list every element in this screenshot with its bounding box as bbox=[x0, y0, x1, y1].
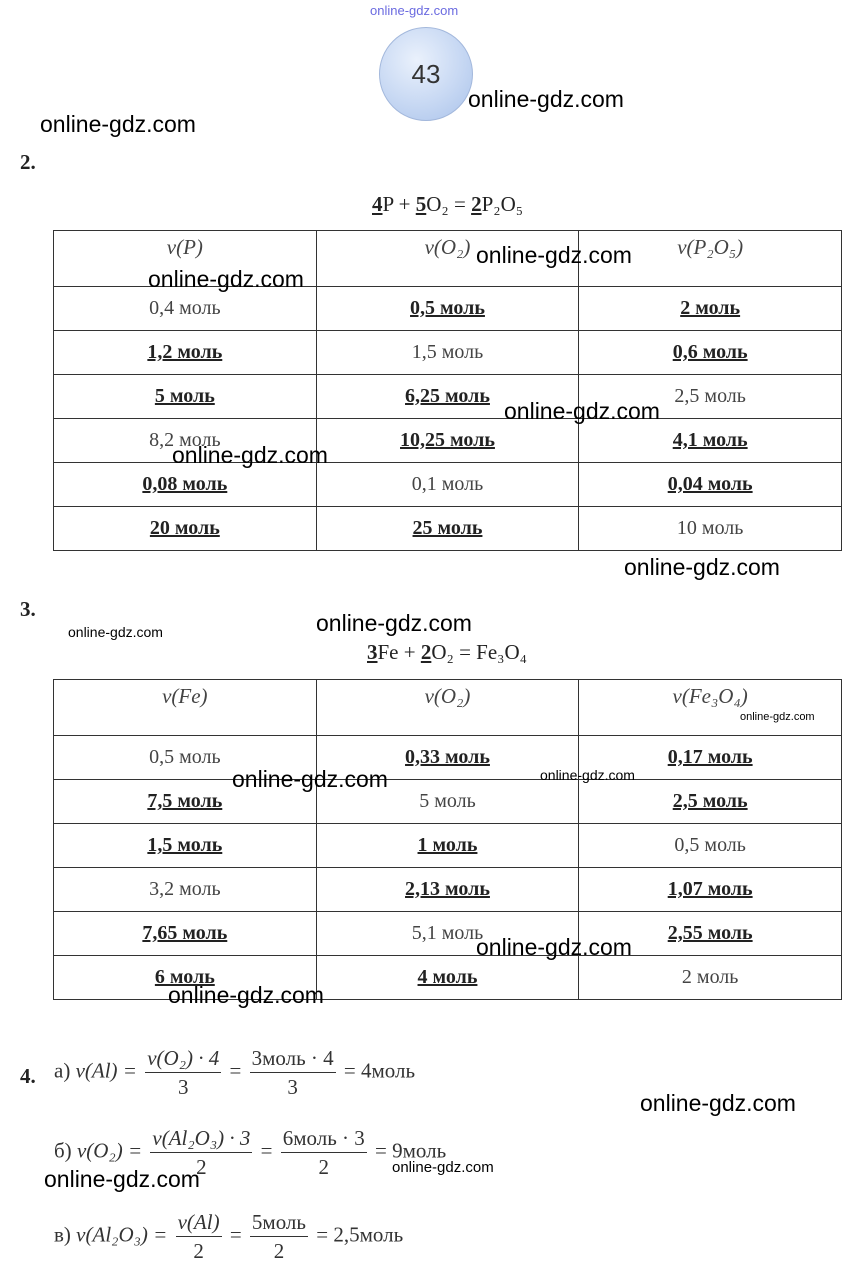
table-cell: 6,25 моль bbox=[316, 375, 579, 419]
watermark: online-gdz.com bbox=[624, 554, 780, 580]
table-cell: 7,5 моль bbox=[54, 780, 317, 824]
fraction bbox=[281, 1124, 367, 1181]
coef: 2 bbox=[471, 192, 482, 216]
watermark: online-gdz.com bbox=[640, 1090, 796, 1116]
task-2-equation bbox=[372, 192, 523, 217]
table-row bbox=[54, 507, 842, 551]
fraction bbox=[176, 1208, 222, 1265]
table-cell: 2,5 моль bbox=[579, 375, 842, 419]
column-header: ν(Fe) bbox=[54, 680, 317, 736]
formula-lhs: ν(O₂) = bbox=[76, 1138, 143, 1163]
watermark: online-gdz.com bbox=[476, 934, 632, 960]
formula-c bbox=[54, 1208, 403, 1265]
watermark: online-gdz.com bbox=[232, 766, 388, 792]
table-row bbox=[54, 287, 842, 331]
eq-part: P₂O₅ bbox=[481, 192, 524, 216]
coef: 5 bbox=[415, 192, 427, 216]
table-row bbox=[54, 331, 842, 375]
table-cell: 2,5 моль bbox=[579, 780, 842, 824]
fraction bbox=[145, 1044, 221, 1101]
result: = 2,5моль bbox=[316, 1222, 404, 1247]
column-header: ν(P) bbox=[54, 231, 317, 287]
coef: 4 bbox=[372, 192, 383, 216]
table-cell: 1,5 моль bbox=[54, 824, 317, 868]
table-cell: 5,1 моль bbox=[316, 912, 579, 956]
table-row bbox=[54, 824, 842, 868]
table-cell: 0,5 моль bbox=[54, 736, 317, 780]
task-4-number: 4. bbox=[20, 1064, 36, 1088]
table-cell: 4,1 моль bbox=[579, 419, 842, 463]
numerator: 6моль · 3 bbox=[281, 1124, 367, 1153]
page-number: 43 bbox=[411, 58, 441, 89]
equals: = bbox=[260, 1138, 273, 1163]
fraction bbox=[250, 1208, 308, 1265]
table-cell: 6 моль bbox=[54, 956, 317, 1000]
result: = 4моль bbox=[343, 1058, 416, 1083]
task-2-number: 2. bbox=[20, 150, 36, 174]
table-header-row bbox=[54, 680, 842, 736]
table-cell: 2 моль bbox=[579, 956, 842, 1000]
table-row bbox=[54, 463, 842, 507]
table-cell: 1,2 моль bbox=[54, 331, 317, 375]
table-row bbox=[54, 736, 842, 780]
table-cell: 7,65 моль bbox=[54, 912, 317, 956]
numerator: 5моль bbox=[250, 1208, 308, 1237]
table-cell: 2,55 моль bbox=[579, 912, 842, 956]
table-cell: 0,17 моль bbox=[579, 736, 842, 780]
numerator: ν(Al₂O₃) · 3 bbox=[150, 1124, 252, 1153]
table-cell: 1 моль bbox=[316, 824, 579, 868]
watermark: online-gdz.com bbox=[148, 266, 304, 292]
table-cell: 0,5 моль bbox=[316, 287, 579, 331]
table-cell: 1,5 моль bbox=[316, 331, 579, 375]
denominator: 2 bbox=[196, 1155, 207, 1179]
table-row bbox=[54, 375, 842, 419]
formula-lhs: ν(Al₂O₃) = bbox=[76, 1222, 168, 1247]
table-cell: 25 моль bbox=[316, 507, 579, 551]
watermark: online-gdz.com bbox=[740, 711, 815, 723]
numerator: 3моль · 4 bbox=[250, 1044, 336, 1073]
table-cell: 0,33 моль bbox=[316, 736, 579, 780]
table-cell: 0,4 моль bbox=[54, 287, 317, 331]
formula-label: в) bbox=[54, 1222, 71, 1247]
table-row bbox=[54, 912, 842, 956]
table-cell: 10,25 моль bbox=[316, 419, 579, 463]
watermark: online-gdz.com bbox=[468, 86, 624, 112]
formula-label: б) bbox=[54, 1138, 72, 1163]
watermark: online-gdz.com bbox=[476, 242, 632, 268]
eq-part: P + bbox=[382, 192, 416, 216]
page-number-badge bbox=[379, 27, 473, 121]
table-cell: 0,04 моль bbox=[579, 463, 842, 507]
table-row bbox=[54, 868, 842, 912]
table-cell: 0,1 моль bbox=[316, 463, 579, 507]
column-header: ν(O₂) bbox=[316, 231, 579, 287]
table-row bbox=[54, 780, 842, 824]
denominator: 3 bbox=[177, 1075, 189, 1099]
formula-a bbox=[54, 1044, 415, 1101]
fraction bbox=[250, 1044, 336, 1101]
column-header: ν(P₂O₅) bbox=[579, 231, 842, 287]
watermark: online-gdz.com bbox=[172, 442, 328, 468]
column-header: ν(O₂) bbox=[316, 680, 579, 736]
watermark: online-gdz.com bbox=[316, 610, 472, 636]
watermark: online-gdz.com bbox=[540, 767, 635, 783]
table-cell: 3,2 моль bbox=[54, 868, 317, 912]
table-cell: 8,2 моль bbox=[54, 419, 317, 463]
watermark: online-gdz.com bbox=[392, 1159, 494, 1176]
table-cell: 0,5 моль bbox=[579, 824, 842, 868]
denominator: 2 bbox=[273, 1239, 285, 1263]
table-cell: 5 моль bbox=[316, 780, 579, 824]
task-3-table bbox=[53, 679, 842, 1000]
task-3-equation bbox=[367, 640, 527, 665]
table-cell: 0,6 моль bbox=[579, 331, 842, 375]
formula-lhs: ν(Al) = bbox=[75, 1058, 137, 1083]
watermark: online-gdz.com bbox=[44, 1166, 200, 1192]
denominator: 3 bbox=[287, 1075, 298, 1099]
watermark: online-gdz.com bbox=[40, 111, 196, 137]
watermark: online-gdz.com bbox=[168, 982, 324, 1008]
eq-part: O₂ = Fe₃O₄ bbox=[431, 640, 527, 664]
table-cell: 0,08 моль bbox=[54, 463, 317, 507]
watermark-top: online-gdz.com bbox=[370, 3, 459, 18]
coef: 2 bbox=[420, 640, 432, 664]
watermark: online-gdz.com bbox=[68, 624, 163, 640]
task-3-number: 3. bbox=[20, 597, 36, 621]
eq-part: Fe + bbox=[377, 640, 421, 664]
table-cell: 5 моль bbox=[54, 375, 317, 419]
result: = 9моль bbox=[375, 1138, 447, 1163]
table-cell: 10 моль bbox=[579, 507, 842, 551]
numerator: ν(Al) bbox=[176, 1208, 222, 1237]
table-cell: 2,13 моль bbox=[316, 868, 579, 912]
denominator: 2 bbox=[193, 1239, 204, 1263]
formula-label: а) bbox=[54, 1058, 71, 1083]
numerator: ν(O₂) · 4 bbox=[145, 1044, 221, 1073]
denominator: 2 bbox=[318, 1155, 330, 1179]
equals: = bbox=[229, 1222, 242, 1247]
table-cell: 20 моль bbox=[54, 507, 317, 551]
watermark: online-gdz.com bbox=[504, 398, 660, 424]
equals: = bbox=[229, 1058, 242, 1083]
eq-part: O₂ = bbox=[426, 192, 472, 216]
column-header: ν(Fe₃O₄) bbox=[579, 680, 842, 736]
table-cell: 4 моль bbox=[316, 956, 579, 1000]
table-cell: 1,07 моль bbox=[579, 868, 842, 912]
coef: 3 bbox=[367, 640, 378, 664]
table-cell: 2 моль bbox=[579, 287, 842, 331]
